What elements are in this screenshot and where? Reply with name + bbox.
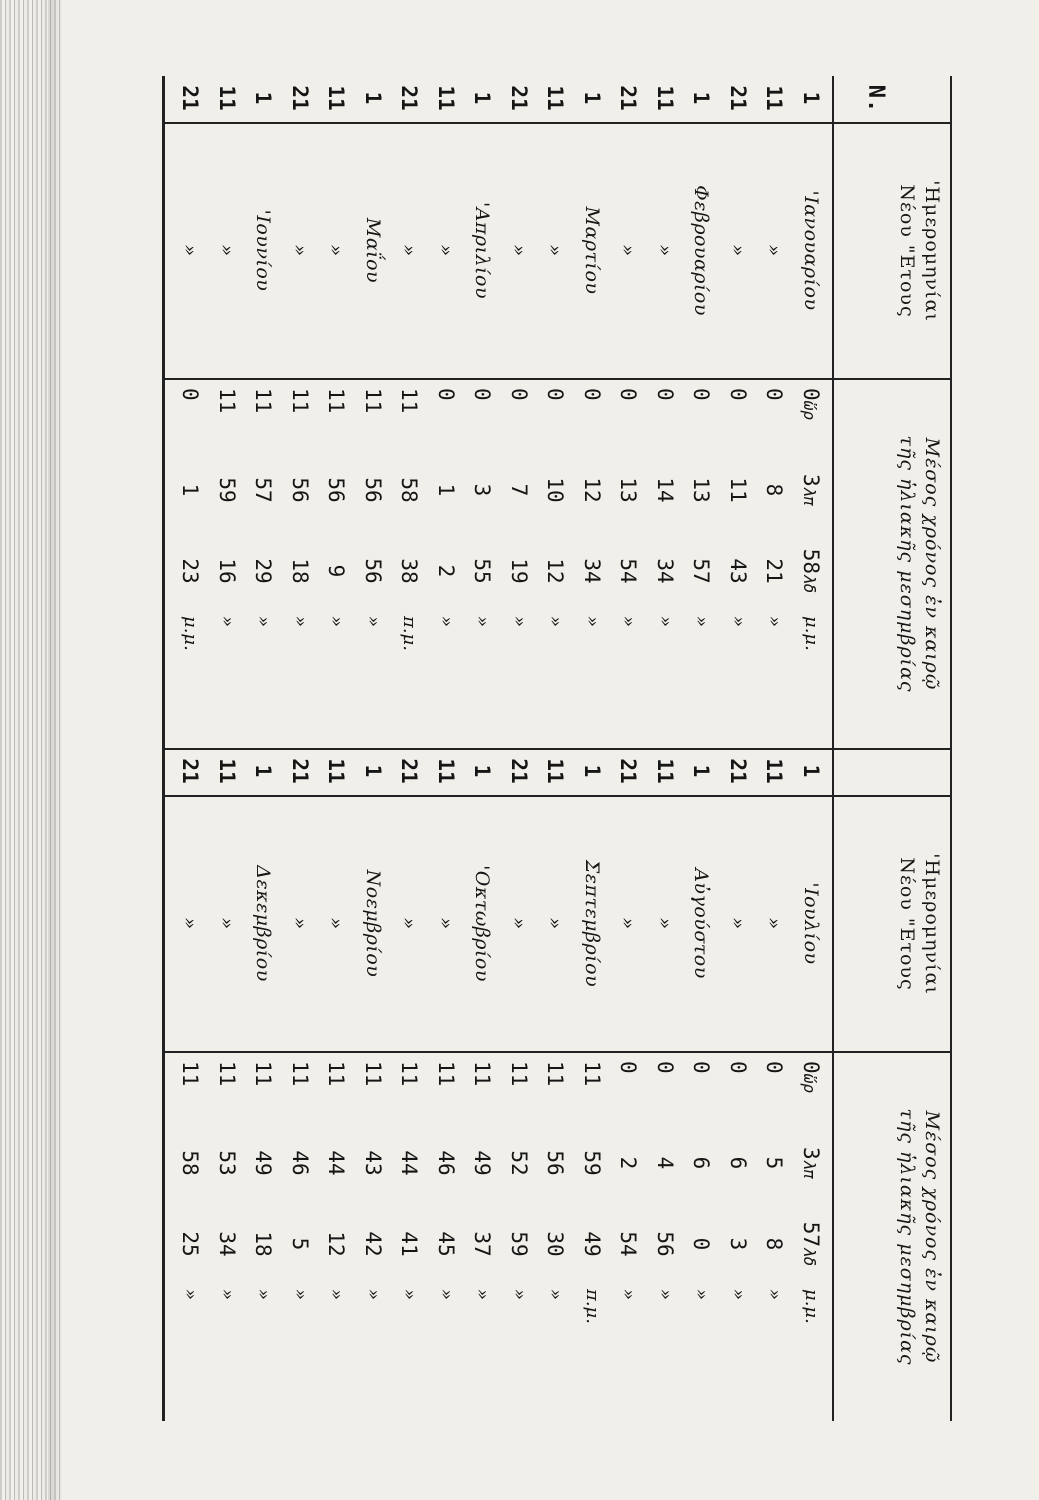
second-cell: 29 — [251, 558, 276, 584]
month-cell: » — [179, 244, 202, 257]
month-cell: Φεβρουαρίου — [690, 185, 713, 316]
day-cell: 11 — [762, 85, 787, 111]
hour-cell: 11 — [215, 388, 239, 414]
period-cell: » — [764, 1289, 786, 1301]
day-cell: 1 — [251, 91, 276, 105]
hour-cell: 0 — [434, 388, 458, 401]
table-row — [354, 76, 392, 748]
day-cell: 21 — [616, 758, 641, 784]
table-row — [573, 749, 611, 1421]
period-cell: » — [326, 1289, 348, 1301]
period-cell: » — [472, 1289, 494, 1301]
table-row — [500, 76, 538, 748]
second-cell: 54 — [616, 558, 641, 584]
day-cell: 21 — [726, 758, 750, 784]
table-row — [646, 749, 684, 1421]
second-cell: 18 — [251, 1231, 276, 1257]
second-cell: 3 — [726, 1237, 750, 1251]
period-cell: » — [618, 616, 640, 628]
hour-cell: 11 — [543, 1061, 568, 1087]
period-cell: μ.μ. — [180, 616, 202, 651]
hour-cell: 11 — [361, 1061, 385, 1087]
minute-cell: 43 — [361, 1150, 385, 1176]
period-cell: » — [509, 1289, 530, 1301]
day-cell: 21 — [726, 85, 750, 111]
table-row — [427, 76, 465, 748]
hour-cell: 11 — [434, 1061, 458, 1087]
table-row — [792, 76, 830, 748]
hour-cell: 11 — [361, 388, 385, 414]
minute-cell: 13 — [689, 477, 714, 503]
month-cell: » — [654, 917, 676, 930]
minute-cell: 58 — [178, 1150, 203, 1176]
minute-cell: 44 — [324, 1150, 349, 1176]
minute-cell: 10 — [543, 477, 568, 503]
period-cell: » — [728, 616, 749, 628]
hour-cell: 11 — [397, 1061, 422, 1087]
hour-cell: 0 — [726, 1061, 750, 1074]
month-cell: Δεκεμβρίου — [252, 865, 275, 982]
hour-cell: 0 — [689, 388, 714, 401]
hour-cell: 11 — [215, 1061, 239, 1087]
day-cell: 1 — [470, 764, 495, 778]
minute-unit: λπ — [800, 1159, 819, 1179]
month-cell: 'Απριλίου — [471, 201, 494, 300]
table-row — [318, 749, 356, 1421]
second-cell: 12 — [543, 558, 568, 584]
day-cell: 11 — [215, 758, 239, 784]
period-cell: » — [253, 616, 275, 628]
day-cell: 1 — [580, 764, 604, 778]
minute-cell: 49 — [251, 1150, 276, 1176]
table-row — [281, 749, 319, 1421]
day-cell: 1 — [470, 91, 495, 105]
hour-unit: ὥρ — [800, 400, 819, 420]
book-binding — [0, 0, 62, 1500]
period-cell: » — [399, 1289, 421, 1301]
hour-cell: 0 — [726, 388, 750, 401]
period-cell: » — [728, 1289, 749, 1301]
day-cell: 11 — [324, 85, 349, 111]
period-cell: π.μ. — [582, 1289, 603, 1324]
second-cell: 58λδ — [799, 548, 823, 594]
period-cell: » — [545, 616, 567, 628]
table-row — [245, 749, 283, 1421]
day-cell: 11 — [543, 85, 568, 111]
month-cell: » — [325, 917, 348, 930]
period-cell: » — [618, 1289, 640, 1301]
day-cell: 11 — [215, 85, 239, 111]
table-row — [610, 76, 648, 748]
period-cell: » — [764, 616, 786, 628]
day-cell: 1 — [580, 91, 604, 105]
month-cell: 'Οκτωβρίου — [471, 865, 494, 982]
minute-cell: 6 — [689, 1156, 714, 1170]
second-cell: 23 — [178, 558, 203, 584]
month-cell: Σεπτεμβρίου — [581, 859, 603, 988]
second-cell: 54 — [616, 1231, 641, 1257]
hour-cell: 11 — [251, 1061, 276, 1087]
period-cell: » — [472, 616, 494, 628]
minute-cell: 59 — [580, 1150, 604, 1176]
minute-unit: λπ — [800, 486, 819, 506]
table-row — [719, 749, 757, 1421]
second-cell: 9 — [324, 564, 349, 578]
period-cell: μ.μ. — [801, 616, 822, 651]
hour-cell: 11 — [178, 1061, 203, 1087]
table-row — [464, 76, 502, 748]
minute-cell: 2 — [616, 1156, 641, 1170]
month-cell: » — [544, 244, 567, 257]
table-row — [500, 749, 538, 1421]
month-cell: » — [325, 244, 348, 257]
table-row — [610, 749, 648, 1421]
hour-cell: 0ὥρ — [799, 1061, 823, 1093]
second-cell: 41 — [397, 1231, 422, 1257]
hour-cell: 0 — [470, 388, 495, 401]
month-cell: » — [617, 917, 640, 930]
minute-cell: 52 — [507, 1150, 531, 1176]
hour-cell: 0 — [762, 388, 787, 401]
second-cell: 55 — [470, 558, 495, 584]
day-cell: 21 — [178, 85, 203, 111]
month-cell: 'Ιουλίου — [800, 882, 822, 965]
table-row — [646, 76, 684, 748]
hour-cell: 11 — [397, 388, 422, 414]
table-row — [756, 76, 794, 748]
minute-cell: 7 — [507, 483, 531, 497]
minute-cell: 56 — [543, 1150, 568, 1176]
month-cell: 'Ιανουαρίου — [800, 190, 822, 311]
table-bottom-rule — [162, 76, 165, 1421]
table-row — [391, 76, 429, 748]
rotated-printed-table — [72, 76, 952, 1421]
month-cell: » — [508, 917, 530, 930]
second-cell: 34 — [580, 558, 604, 584]
day-cell: 11 — [434, 85, 458, 111]
month-cell: » — [727, 244, 749, 257]
minute-cell: 1 — [178, 483, 203, 497]
month-cell: Μαΐου — [362, 217, 384, 284]
minute-cell: 5 — [762, 1156, 787, 1170]
month-cell: » — [617, 244, 640, 257]
table-row — [172, 749, 210, 1421]
second-cell: 37 — [470, 1231, 495, 1257]
day-cell: 1 — [799, 764, 823, 778]
day-cell: 21 — [397, 758, 422, 784]
second-cell: 38 — [397, 558, 422, 584]
day-cell: 11 — [434, 758, 458, 784]
minute-cell: 3λπ — [799, 474, 823, 506]
hour-cell: 0 — [762, 1061, 787, 1074]
hour-cell: 11 — [580, 1061, 604, 1087]
day-cell: 21 — [178, 758, 203, 784]
second-cell: 34 — [215, 1231, 239, 1257]
minute-cell: 3 — [470, 483, 495, 497]
second-cell: 34 — [653, 558, 677, 584]
second-cell: 5 — [288, 1237, 312, 1251]
hour-cell: 11 — [288, 1061, 312, 1087]
period-cell: » — [217, 1289, 238, 1301]
day-cell: 1 — [799, 91, 823, 105]
day-cell: 21 — [507, 758, 531, 784]
day-cell: 21 — [507, 85, 531, 111]
hour-cell: 0 — [178, 388, 203, 401]
day-cell: 11 — [543, 758, 568, 784]
day-cell: 11 — [653, 758, 677, 784]
minute-cell: 56 — [288, 477, 312, 503]
month-cell: » — [435, 244, 457, 257]
minute-cell: 11 — [726, 477, 750, 503]
second-cell: 21 — [762, 558, 787, 584]
table-row — [281, 76, 319, 748]
second-cell: 8 — [762, 1237, 787, 1251]
period-cell: » — [290, 1289, 311, 1301]
hour-cell: 0 — [653, 388, 677, 401]
period-cell: μ.μ. — [801, 1289, 822, 1324]
second-cell: 45 — [434, 1231, 458, 1257]
hour-cell: 11 — [324, 1061, 349, 1087]
minute-cell: 13 — [616, 477, 641, 503]
table-row — [719, 76, 757, 748]
period-cell: » — [582, 616, 603, 628]
month-cell: » — [763, 917, 786, 930]
day-cell: 21 — [288, 85, 312, 111]
period-cell: » — [326, 616, 348, 628]
second-cell: 18 — [288, 558, 312, 584]
table-row — [354, 749, 392, 1421]
day-cell: 1 — [361, 91, 385, 105]
period-cell: » — [217, 616, 238, 628]
month-cell: » — [216, 244, 238, 257]
minute-cell: 6 — [726, 1156, 750, 1170]
period-cell: » — [436, 616, 457, 628]
table-row — [683, 76, 721, 748]
minute-cell: 1 — [434, 483, 458, 497]
period-cell: » — [290, 616, 311, 628]
second-cell: 56 — [653, 1231, 677, 1257]
hour-cell: 0 — [616, 1061, 641, 1074]
time-column-header: Μέσος χρόνος ἐν καιρῷ τῆς ἡλιακῆς μεσημβρίας — [896, 1108, 943, 1366]
second-cell: 2 — [434, 564, 458, 578]
month-cell: 'Ιουνίου — [252, 209, 275, 292]
second-cell: 16 — [215, 558, 239, 584]
day-cell: 11 — [324, 758, 349, 784]
hour-cell: 11 — [470, 1061, 495, 1087]
second-cell: 49 — [580, 1231, 604, 1257]
table-row — [391, 749, 429, 1421]
second-cell: 57 — [689, 558, 714, 584]
minute-cell: 46 — [288, 1150, 312, 1176]
day-cell: 21 — [288, 758, 312, 784]
minute-cell: 44 — [397, 1150, 422, 1176]
period-cell: » — [691, 1289, 713, 1301]
minute-cell: 49 — [470, 1150, 495, 1176]
month-cell: Νοεμβρίου — [362, 869, 384, 978]
header-rule — [832, 749, 834, 1421]
time-column-header: Μέσος χρόνος ἐν καιρῷ τῆς ἡλιακῆς μεσημβρίας — [896, 435, 943, 693]
period-cell: » — [655, 1289, 676, 1301]
minute-cell: 58 — [397, 477, 422, 503]
day-cell: 11 — [653, 85, 677, 111]
minute-cell: 53 — [215, 1150, 239, 1176]
month-cell: » — [289, 244, 311, 257]
minute-cell: 14 — [653, 477, 677, 503]
month-cell: » — [544, 917, 567, 930]
hour-cell: 0ὥρ — [799, 388, 823, 420]
month-cell: » — [289, 917, 311, 930]
hour-cell: 0 — [543, 388, 568, 401]
minute-cell: 56 — [361, 477, 385, 503]
table-row — [208, 749, 246, 1421]
hour-cell: 11 — [507, 1061, 531, 1087]
day-cell: 21 — [397, 85, 422, 111]
second-cell: 19 — [507, 558, 531, 584]
period-cell: » — [509, 616, 530, 628]
second-cell: 12 — [324, 1231, 349, 1257]
month-cell: Αὐγούστου — [690, 868, 713, 979]
minute-cell: 12 — [580, 477, 604, 503]
hour-cell: 11 — [324, 388, 349, 414]
second-unit: λδ — [800, 1247, 819, 1267]
day-column-header: Ν. — [863, 84, 888, 114]
table-row — [683, 749, 721, 1421]
period-cell: » — [363, 1289, 384, 1301]
table-row — [208, 76, 246, 748]
second-cell: 56 — [361, 558, 385, 584]
month-cell: » — [763, 244, 786, 257]
hour-cell: 0 — [616, 388, 641, 401]
hour-cell: 0 — [653, 1061, 677, 1074]
table-row — [792, 749, 830, 1421]
period-cell: » — [655, 616, 676, 628]
month-cell: » — [435, 917, 457, 930]
hour-cell: 0 — [580, 388, 604, 401]
second-cell: 42 — [361, 1231, 385, 1257]
second-cell: 30 — [543, 1231, 568, 1257]
day-cell: 21 — [616, 85, 641, 111]
second-cell: 0 — [689, 1237, 714, 1251]
day-cell: 1 — [689, 91, 714, 105]
day-cell: 11 — [762, 758, 787, 784]
hour-cell: 0 — [507, 388, 531, 401]
month-cell: » — [179, 917, 202, 930]
table-row — [318, 76, 356, 748]
table-row — [573, 76, 611, 748]
day-cell: 1 — [689, 764, 714, 778]
second-unit: λδ — [800, 574, 819, 594]
minute-cell: 59 — [215, 477, 239, 503]
table-row — [427, 749, 465, 1421]
second-cell: 57λδ — [799, 1221, 823, 1267]
minute-cell: 56 — [324, 477, 349, 503]
period-cell: » — [253, 1289, 275, 1301]
month-cell: » — [398, 244, 421, 257]
minute-cell: 8 — [762, 483, 787, 497]
day-cell: 1 — [361, 764, 385, 778]
month-cell: » — [398, 917, 421, 930]
hour-cell: 11 — [288, 388, 312, 414]
minute-cell: 46 — [434, 1150, 458, 1176]
table-right-half — [162, 749, 952, 1421]
hour-cell: 0 — [689, 1061, 714, 1074]
table-left-half — [162, 76, 952, 748]
month-cell: » — [508, 244, 530, 257]
date-column-header: 'Ημερομηνίαι Νέου "Ετους — [896, 853, 943, 995]
second-cell: 59 — [507, 1231, 531, 1257]
period-cell: » — [545, 1289, 567, 1301]
minute-cell: 4 — [653, 1156, 677, 1170]
table-row — [537, 749, 575, 1421]
month-cell: Μαρτίου — [581, 206, 603, 295]
second-cell: 25 — [178, 1231, 203, 1257]
hour-cell: 11 — [251, 388, 276, 414]
date-column-header: 'Ημερομηνίαι Νέου "Ετους — [896, 180, 943, 322]
table-row — [464, 749, 502, 1421]
period-cell: » — [436, 1289, 457, 1301]
header-rule — [832, 76, 834, 748]
table-row — [537, 76, 575, 748]
day-cell: 1 — [251, 764, 276, 778]
hour-unit: ὥρ — [800, 1073, 819, 1093]
month-cell: » — [727, 917, 749, 930]
table-row — [245, 76, 283, 748]
period-cell: » — [180, 1289, 202, 1301]
month-cell: » — [654, 244, 676, 257]
second-cell: 43 — [726, 558, 750, 584]
table-row — [172, 76, 210, 748]
period-cell: » — [363, 616, 384, 628]
minute-cell: 57 — [251, 477, 276, 503]
month-cell: » — [216, 917, 238, 930]
table-row — [756, 749, 794, 1421]
period-cell: » — [691, 616, 713, 628]
minute-cell: 3λπ — [799, 1147, 823, 1179]
period-cell: π.μ. — [399, 616, 421, 651]
